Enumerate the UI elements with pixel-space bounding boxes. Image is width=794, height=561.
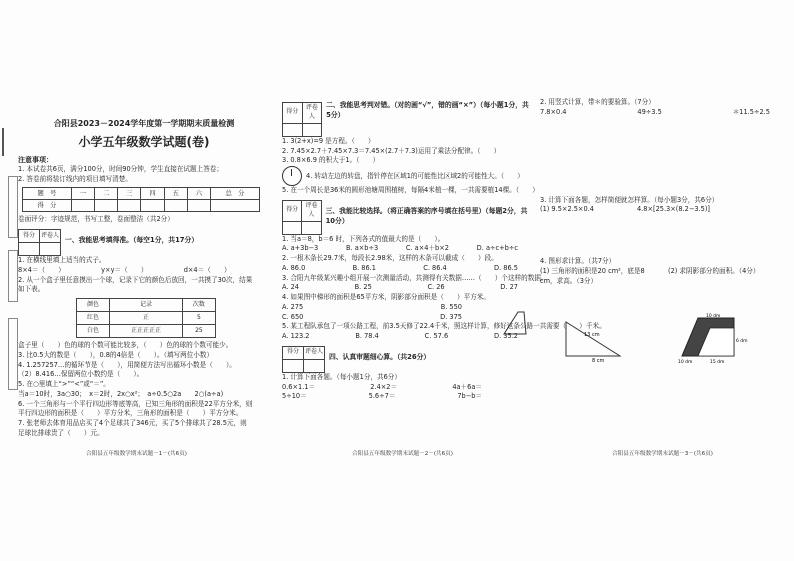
- option: A. 275: [282, 302, 304, 311]
- grader-box: [282, 346, 325, 373]
- calc-row: [282, 392, 496, 402]
- grader-box: [282, 200, 322, 235]
- calc-item[interactable]: 49÷3.5: [637, 107, 662, 116]
- paper-title: 小学五年级数学试题(卷): [78, 134, 210, 149]
- section-4-header: [282, 342, 532, 373]
- calc-item[interactable]: 0.6×1.1＝: [282, 382, 316, 391]
- question[interactable]: 当a＝10时，3a○30； x＝2时，2x○x²； a÷0.5○2a 2○(a÷a): [18, 389, 224, 398]
- score-cell[interactable]: [187, 200, 210, 212]
- table-cell: 5: [182, 312, 215, 325]
- grader-label: 得分: [19, 230, 40, 243]
- score-cell[interactable]: [95, 200, 118, 212]
- grader-cell[interactable]: [283, 221, 302, 234]
- sub-title: 1. 计算下面各题。（每小题1分，共6分）: [282, 372, 401, 381]
- note-item: 1. 本试卷共6页，满分100分，时间90分钟，学生直接在试题上答卷；: [18, 164, 223, 173]
- score-cell[interactable]: [141, 200, 164, 212]
- option: A. 123.2: [282, 332, 310, 340]
- question: 5. 在○里填上“>”“<”或“＝”。: [18, 380, 110, 389]
- question[interactable]: 8×4＝（ ） y×y＝（ ） d×4＝（ ）: [18, 265, 231, 274]
- choice-question[interactable]: 2. 一根木条长29.7米，每段长2.98米，这样的木条可以截成（ ）段。: [282, 254, 498, 262]
- question: 1. 在横线里填上适当的式子。: [18, 256, 106, 265]
- section-4-title: 四、认真审题细心算。（共26分）: [329, 352, 431, 361]
- option: A. 86.0: [282, 263, 306, 272]
- note-item: 2. 答卷前将装订线内的项目填写清楚。: [18, 174, 132, 183]
- grader-cell[interactable]: [40, 243, 61, 256]
- judge-item[interactable]: 2. 7.45×2.7＋7.45×7.3＝7.45×(2.7＋7.3)运用了乘法分配律。（ ）: [282, 146, 501, 155]
- area-questions: [540, 267, 786, 287]
- option: B. 550: [440, 302, 462, 311]
- figure-label: 8 cm: [592, 358, 605, 364]
- choice-options: [282, 303, 476, 313]
- calc-item[interactable]: ＊11.5÷2.5: [732, 107, 770, 116]
- score-cell: 五: [164, 188, 187, 200]
- choice-question[interactable]: 1. 当a＝8，b＝6 时，下列各式的值最大的是（ ）。: [282, 234, 445, 243]
- judge-item[interactable]: 1. 3(2+x)=9 是方程。（ ）: [282, 136, 375, 145]
- binding-field: [8, 250, 18, 302]
- calc-item[interactable]: 2.4×2＝: [370, 382, 398, 391]
- judge-item[interactable]: 3. 0.8×6.9 的积大于1。（ ）: [282, 156, 380, 165]
- grader-label: 得分: [283, 103, 303, 124]
- choice-options: [282, 332, 532, 342]
- table-cell: 25: [182, 325, 215, 338]
- page-1: [18, 96, 270, 439]
- choice-question[interactable]: 3. 合阳九年级某兴趣小组开展一次测量活动，共测得有关数据……（ ）个这样的数据。: [282, 273, 548, 282]
- section-2-header: [282, 98, 532, 137]
- grader-cell[interactable]: [283, 359, 304, 372]
- score-cell: 四: [141, 188, 164, 200]
- grader-cell[interactable]: [302, 221, 321, 234]
- page-footer: 合阳县五年级数学期末试题－3－(共6页): [612, 451, 713, 457]
- section-1-header: [18, 225, 270, 256]
- table-cell: 红色: [77, 312, 110, 325]
- section-1-title: 一、我能思考填得准。（每空1分，共17分）: [65, 236, 199, 245]
- option: D. a÷c+b÷c: [476, 244, 518, 253]
- figure-label: 13 cm: [584, 332, 600, 338]
- binding-field: [8, 176, 18, 238]
- calc-item[interactable]: 7.8×0.4: [540, 107, 567, 116]
- page-footer: 合阳县五年级数学期末试题－1－(共6页): [86, 451, 187, 457]
- binding-mark: [2, 128, 4, 156]
- table-cell: 正正正正正: [110, 325, 183, 338]
- score-cell: 总 分: [210, 188, 259, 200]
- page-3: [540, 98, 786, 286]
- choice-question[interactable]: 4. 如果图中梯形的面积是65平方米，阴影部分面积是（ ）平方米。: [282, 293, 490, 301]
- calc-item[interactable]: (1) 9.5×2.5×0.4: [540, 205, 594, 214]
- score-cell[interactable]: [118, 200, 141, 212]
- score-cell: 题 号: [23, 188, 72, 200]
- table-cell: 正: [110, 312, 183, 325]
- question[interactable]: 盒子里（ ）色的球的个数可能比较多，（ ）色的球的个数可能少。: [18, 341, 233, 350]
- triangle-figure: [562, 318, 624, 362]
- sub-title: 4. 图形求计算。（共7分）: [540, 257, 616, 265]
- page-footer: 合阳县五年级数学期末试题－2－(共6页): [352, 451, 453, 457]
- option: C. 57.6: [424, 332, 449, 340]
- score-table: [22, 187, 260, 212]
- question: 2. 从一个盒子里任意摸出一个球，记录下它的颜色后放回，一共摸了30次，结果: [18, 275, 253, 284]
- choice-options: [282, 313, 476, 323]
- grader-cell[interactable]: [19, 243, 40, 256]
- figure-label: 10 dm: [706, 314, 721, 319]
- judge-text: 4. 转动左边的转盘，指针停在区域1的可能性比区域2的可能性大。（ ）: [306, 172, 524, 180]
- score-cell[interactable]: [210, 200, 259, 212]
- table-cell: 白色: [77, 325, 110, 338]
- option: D. 35.2: [494, 332, 518, 340]
- score-cell: 得 分: [23, 200, 72, 212]
- option: C. 26: [427, 283, 445, 292]
- section-3-title: 三、我能比较选择。（将正确答案的序号填在括号里）（每题2分，共10分）: [325, 206, 528, 225]
- section-3-header: [282, 196, 532, 235]
- binding-field: [8, 318, 18, 390]
- question[interactable]: 平行四边形的面积是（ ）平方分米，三角形的面积是（ ）平方分米。: [18, 409, 243, 418]
- score-cell[interactable]: [164, 200, 187, 212]
- grader-label: 得分: [283, 346, 304, 359]
- score-cell[interactable]: [71, 200, 94, 212]
- score-cell: 二: [95, 188, 118, 200]
- option: D. 86.5: [494, 263, 518, 272]
- sub-title: 3. 计算下面各题，怎样简便就怎样算。（每小题3分，共6分）: [540, 195, 719, 204]
- grader-cell[interactable]: [283, 123, 303, 136]
- grader-box: [18, 229, 61, 256]
- table-cell: 次数: [182, 299, 215, 312]
- score-cell: 六: [187, 188, 210, 200]
- grader-label: 评卷人: [302, 200, 321, 221]
- option: A. a+3b−3: [282, 244, 319, 253]
- question[interactable]: （2）8.416…保留两位小数约是（ ）。: [18, 370, 144, 379]
- calc-row: [282, 383, 496, 393]
- choice-question[interactable]: 5. 某工程队承包了一项公路工程，前3.5天修了22.4千米，照这样计算，修好这条公路一共需要（ ）千米。: [282, 322, 606, 331]
- question: 6. 一个三角形与一个平行四边形等底等高，已知三角形的面积是22平方分米，则: [18, 399, 253, 408]
- grader-box: [282, 102, 322, 137]
- vertical-calc-row: [540, 108, 784, 118]
- figure-label: 15 dm: [710, 360, 725, 365]
- trapezoid-q4-figure: [500, 308, 530, 338]
- option: C. 86.4: [423, 263, 447, 272]
- option: C. 650: [282, 312, 304, 321]
- figure-label: 10 dm: [678, 360, 693, 365]
- score-cell: 一: [71, 188, 94, 200]
- calc-item[interactable]: 5.6÷7＝: [368, 392, 396, 401]
- option: B. 86.1: [352, 263, 376, 272]
- question: 如下表。: [18, 285, 45, 294]
- option: C. a×4＋b×2: [405, 244, 449, 253]
- grader-label: 评卷人: [302, 103, 322, 124]
- score-cell: 三: [118, 188, 141, 200]
- table-cell: 颜色: [77, 299, 110, 312]
- option: A. 24: [282, 283, 299, 292]
- judge-item[interactable]: 5. 在一个周长是36米的圆形池塘周围植树，每隔4米植一棵，一共需要植14棵。（ ）: [282, 186, 539, 194]
- choice-options: [282, 244, 532, 254]
- grader-label: 评卷人: [304, 346, 325, 359]
- calc-item[interactable]: 5÷10＝: [282, 392, 307, 401]
- color-table: [76, 298, 216, 338]
- question[interactable]: 4. 1.257257…的循环节是（ ），用简便方法写出循环小数是（ ）。: [18, 360, 236, 369]
- area-question-2[interactable]: (2) 求阴影部分的面积。（4分）: [668, 266, 760, 275]
- grader-cell[interactable]: [304, 359, 325, 372]
- table-cell: 记录: [110, 299, 183, 312]
- option: B. 78.4: [355, 332, 379, 340]
- grader-label: 得分: [283, 200, 302, 221]
- spinner-icon: [282, 166, 302, 186]
- question[interactable]: 足球比排球贵了（ ）元。: [18, 428, 104, 437]
- option: D. 375: [440, 312, 462, 321]
- choice-options: [282, 283, 532, 293]
- option: B. 25: [354, 283, 372, 292]
- figure-label: 6 dm: [736, 339, 748, 344]
- calc-item[interactable]: 4a＋6a＝: [452, 382, 482, 391]
- area-question-1[interactable]: (1) 三角形的面积是20 cm²，底是8 cm，求高。（3分）: [540, 266, 645, 285]
- grader-cell[interactable]: [302, 123, 322, 136]
- question: 7. 张老师去体育用品店买了4个足球共了346元，买了5个排球共了28.5元，则: [18, 419, 247, 428]
- sub-title: 2. 用竖式计算，带＊的要验算。（7分）: [540, 98, 655, 106]
- calc-item[interactable]: 7b−b＝: [457, 392, 482, 401]
- exam-title: 合阳县2023－2024学年度第一学期期末质量检测: [53, 119, 235, 128]
- writing-note: 卷面评分：字迹规范，书写工整，卷面整洁（共2分）: [18, 215, 174, 224]
- option: B. a×b÷3: [345, 244, 379, 253]
- section-2-title: 二、我能思考判对错。（对的画“√”，错的画“×”）（每小题1分，共5分）: [326, 101, 529, 120]
- trapezoid-figure: [676, 312, 750, 366]
- calc-item[interactable]: 4.8×[25.3×(8.2−3.5)]: [636, 205, 710, 214]
- option: D. 27: [500, 283, 518, 292]
- simple-calc-row: [540, 205, 724, 215]
- question[interactable]: 3. 比0.5大的数是（ ），0.8的4倍是（ ）。（填写两位小数）: [18, 350, 214, 359]
- grader-label: 评卷人: [40, 230, 61, 243]
- judge-item[interactable]: [282, 166, 532, 186]
- choice-options: [282, 264, 532, 274]
- notes-heading: 注意事项：: [18, 155, 53, 164]
